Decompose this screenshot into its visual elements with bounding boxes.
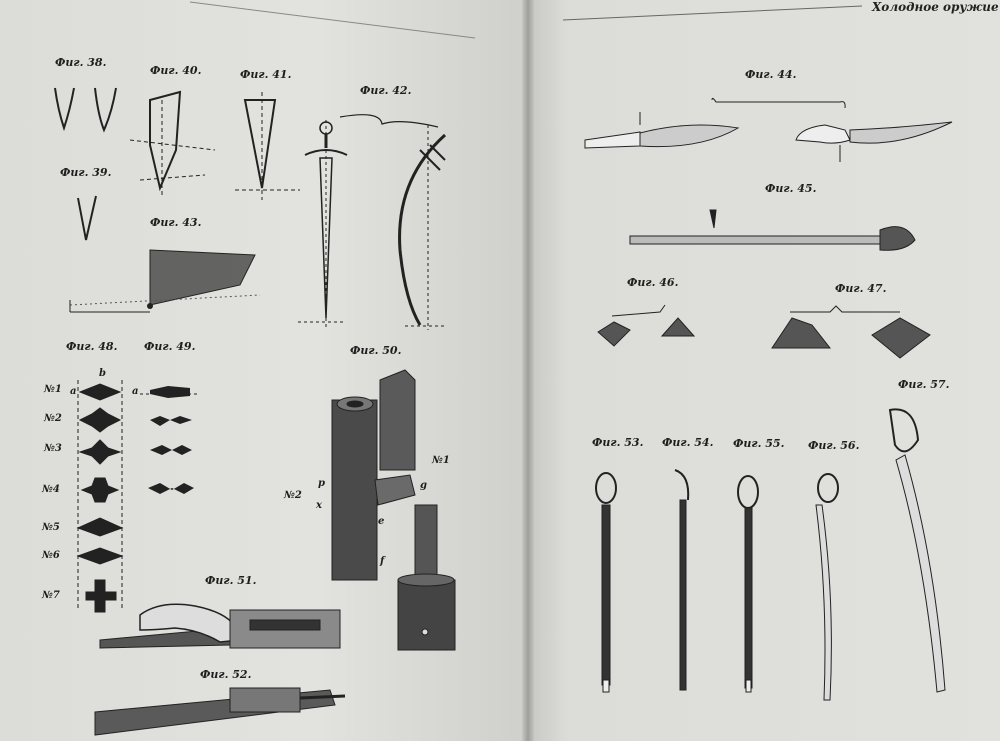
fig55-sword [738,476,758,692]
fig44-label: Фиг. 44. [745,68,797,81]
fig50-mark-n1: №1 [432,455,450,466]
fig39-label: Фиг. 39. [60,166,112,179]
fig43-cutting-diagram [70,250,260,312]
fig44-curved-knives [585,98,952,162]
fig47-label: Фиг. 47. [835,282,887,295]
fig48-row-7: №7 [42,590,60,601]
fig46-label: Фиг. 46. [627,276,679,289]
fig56-label: Фиг. 56. [808,439,860,452]
fig53-sword [596,473,616,692]
fig50-mark-e: e [378,516,385,527]
fig52-label: Фиг. 52. [200,668,252,681]
fig48-mark-a-right: a [132,386,139,397]
fig48-mark-a-left: a [70,386,77,397]
fig55-label: Фиг. 55. [733,437,785,450]
fig48-row-6: №6 [42,550,60,561]
left-header-rule [190,2,475,38]
fig48-row-5: №5 [42,522,60,533]
fig48-row-1: №1 [44,384,62,395]
fig50-mark-n2: №2 [284,490,302,501]
fig50-mark-x: x [316,500,322,511]
fig48-mark-b: b [99,368,106,379]
fig41-label: Фиг. 41. [240,68,292,81]
fig50-label: Фиг. 50. [350,344,402,357]
fig50-mark-f: f [380,556,385,567]
fig50-bayonet-mechanism [332,370,455,650]
fig45-label: Фиг. 45. [765,182,817,195]
fig48-row-4: №4 [42,484,60,495]
running-title: Холодное оружие [872,0,999,14]
fig48-cross-sections [78,380,122,612]
fig48-label: Фиг. 48. [66,340,118,353]
fig40-blade-diagram [130,92,215,195]
fig56-sabre [816,474,838,700]
fig49-cross-sections [140,386,200,494]
fig39-blade-section [78,196,96,240]
fig51-label: Фиг. 51. [205,574,257,587]
fig38-label: Фиг. 38. [55,56,107,69]
fig50-mark-g: g [420,480,427,491]
fig43-label: Фиг. 43. [150,216,202,229]
fig54-label: Фиг. 54. [662,436,714,449]
fig42-dagger-and-sabre [298,115,445,330]
fig57-sabre [890,409,945,692]
fig40-label: Фиг. 40. [150,64,202,77]
fig48-row-3: №3 [44,443,62,454]
fig38-blade-sections [55,88,116,130]
fig46-fig47-cross-sections [598,305,930,358]
fig45-sabre-horizontal [630,210,915,250]
fig54-sword [675,470,688,690]
fig57-label: Фиг. 57. [898,378,950,391]
right-header-rule [563,6,862,20]
fig51-bayonet-lock [100,604,340,648]
fig41-blade-diagram [235,92,300,200]
fig42-label: Фиг. 42. [360,84,412,97]
fig48-row-2: №2 [44,413,62,424]
fig50-mark-p: p [318,478,325,489]
fig53-label: Фиг. 53. [592,436,644,449]
fig52-rifle-with-bayonet [95,688,345,735]
fig49-label: Фиг. 49. [144,340,196,353]
